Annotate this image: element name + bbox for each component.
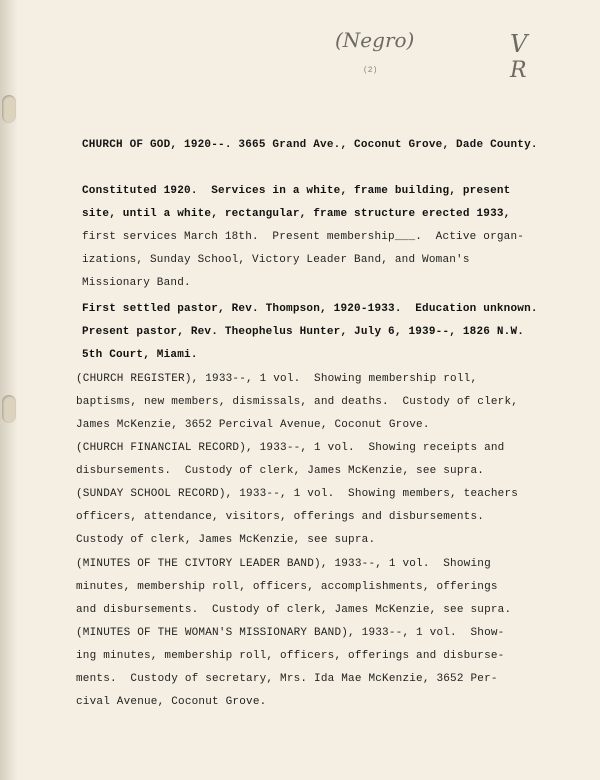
handwritten-annotation-negro: (Negro) [335, 28, 415, 52]
record-line: cival Avenue, Coconut Grove. [76, 696, 267, 708]
summary-line: Missionary Band. [82, 277, 191, 289]
summary-line: site, until a white, rectangular, frame structure erected 1933, [82, 208, 511, 220]
record-line: (MINUTES OF THE CIVTORY LEADER BAND), 1933--, 1 vol. Showing [76, 558, 491, 570]
pastor-line: 5th Court, Miami. [82, 349, 198, 361]
summary-line: izations, Sunday School, Victory Leader Band, and Woman's [82, 254, 470, 266]
record-line: (MINUTES OF THE WOMAN'S MISSIONARY BAND), 1933--, 1 vol. Show- [76, 627, 505, 639]
summary-line: Constituted 1920. Services in a white, frame building, present [82, 185, 511, 197]
record-line: (CHURCH FINANCIAL RECORD), 1933--, 1 vol. Showing receipts and [76, 442, 505, 454]
small-page-note: (2) [363, 66, 378, 75]
record-line: disbursements. Custody of clerk, James McKenzie, see supra. [76, 465, 485, 477]
margin-initial-mark: R [510, 58, 527, 83]
record-line: (CHURCH REGISTER), 1933--, 1 vol. Showing membership roll, [76, 373, 478, 385]
record-line: minutes, membership roll, officers, accomplishments, offerings [76, 581, 498, 593]
pastor-line: First settled pastor, Rev. Thompson, 1920-1933. Education unknown. [82, 303, 538, 315]
document-title: CHURCH OF GOD, 1920--. 3665 Grand Ave., Coconut Grove, Dade County. [82, 139, 538, 151]
summary-line: first services March 18th. Present membership___. Active organ- [82, 231, 525, 243]
record-line: ments. Custody of secretary, Mrs. Ida Mae McKenzie, 3652 Per- [76, 673, 498, 685]
record-line: Custody of clerk, James McKenzie, see supra. [76, 534, 376, 546]
pastor-line: Present pastor, Rev. Theophelus Hunter, July 6, 1939--, 1826 N.W. [82, 326, 525, 338]
record-line: and disbursements. Custody of clerk, James McKenzie, see supra. [76, 604, 512, 616]
record-line: (SUNDAY SCHOOL RECORD), 1933--, 1 vol. Showing members, teachers [76, 488, 519, 500]
record-line: baptisms, new members, dismissals, and deaths. Custody of clerk, [76, 396, 519, 408]
punch-hole [2, 395, 16, 423]
margin-check-mark: V [510, 30, 528, 58]
punch-hole [2, 95, 16, 123]
record-line: officers, attendance, visitors, offerings and disbursements. [76, 511, 485, 523]
record-line: ing minutes, membership roll, officers, offerings and disburse- [76, 650, 505, 662]
record-line: James McKenzie, 3652 Percival Avenue, Coconut Grove. [76, 419, 430, 431]
